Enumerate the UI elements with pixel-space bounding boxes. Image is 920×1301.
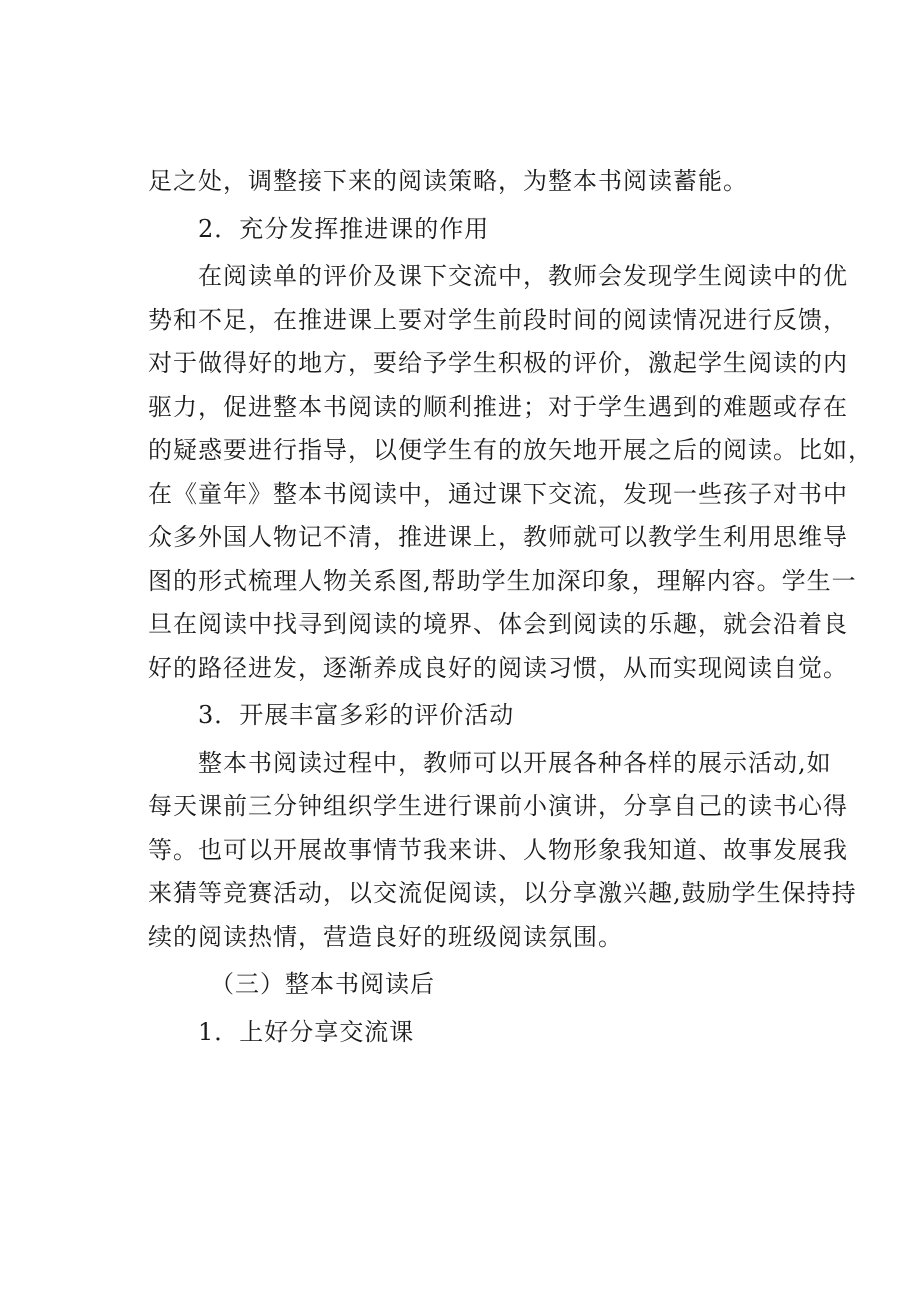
paragraph-line: 势和不足，在推进课上要对学生前段时间的阅读情况进行反馈， bbox=[148, 305, 848, 334]
section-heading: 2．充分发挥推进课的作用 bbox=[198, 214, 490, 243]
paragraph-line: 众多外国人物记不清，推进课上，教师就可以教学生利用思维导 bbox=[148, 523, 848, 551]
document-page bbox=[148, 160, 873, 1058]
section-heading: 1．上好分享交流课 bbox=[198, 1017, 415, 1046]
paragraph-line: 的疑惑要进行指导，以便学生有的放矢地开展之后的阅读。比如， bbox=[148, 436, 873, 464]
paragraph-line: 对于做得好的地方，要给予学生积极的评价，激起学生阅读的内 bbox=[148, 349, 848, 377]
paragraph-line: 等。也可以开展故事情节我来讲、人物形象我知道、故事发展我 bbox=[148, 835, 848, 864]
paragraph-line: 旦在阅读中找寻到阅读的境界、体会到阅读的乐趣，就会沿着良 bbox=[148, 610, 848, 638]
paragraph-line: 整本书阅读过程中，教师可以开展各种各样的展示活动,如 bbox=[198, 748, 832, 777]
paragraph-line: 图的形式梳理人物关系图,帮助学生加深印象，理解内容。学生一 bbox=[148, 566, 857, 595]
paragraph-line: 在阅读单的评价及课下交流中，教师会发现学生阅读中的优 bbox=[198, 262, 848, 290]
paragraph-line: 足之处，调整接下来的阅读策略，为整本书阅读蓄能。 bbox=[148, 167, 748, 195]
paragraph-line: 在《童年》整本书阅读中，通过课下交流，发现一些孩子对书中 bbox=[148, 479, 848, 508]
section-heading: 3．开展丰富多彩的评价活动 bbox=[198, 701, 515, 729]
paragraph-line: 每天课前三分钟组织学生进行课前小演讲，分享自己的读书心得 bbox=[148, 792, 848, 820]
paragraph-line: 续的阅读热情，营造良好的班级阅读氛围。 bbox=[148, 922, 623, 951]
paragraph-line: 驱力，促进整本书阅读的顺利推进；对于学生遇到的难题或存在 bbox=[148, 392, 848, 421]
subsection-heading: （三）整本书阅读后 bbox=[210, 970, 435, 998]
paragraph-line: 来猜等竞赛活动，以交流促阅读，以分享激兴趣,鼓励学生保持持 bbox=[148, 879, 857, 907]
paragraph-line: 好的路径进发，逐渐养成良好的阅读习惯，从而实现阅读自觉。 bbox=[148, 653, 848, 682]
